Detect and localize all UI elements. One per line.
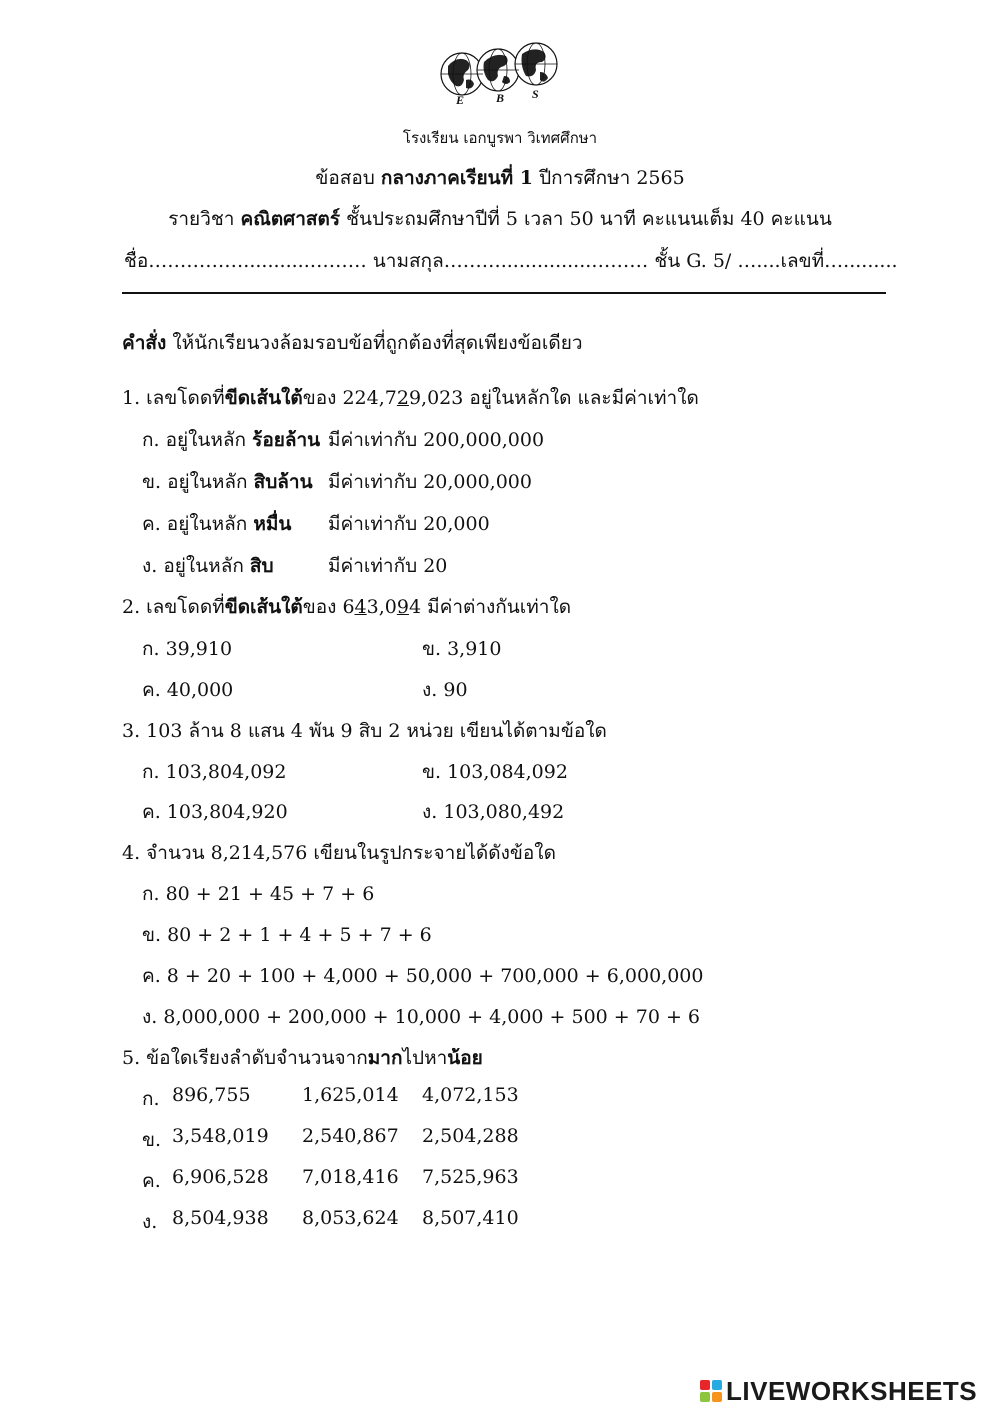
subject-prefix: รายวิชา: [168, 208, 235, 230]
q1-option-a[interactable]: ก. อยู่ในหลัก ร้อยล้าน: [142, 429, 321, 451]
subject-name: คณิตศาสตร์: [240, 208, 341, 230]
liveworksheets-logo-icon: [700, 1380, 722, 1402]
q4-option-a[interactable]: ก. 80 + 21 + 45 + 7 + 6: [142, 883, 375, 905]
student-info-line[interactable]: ชื่อ……………...........……… นามสกุล………...............……… ชั้น G. 5/ …....เลขที่….........: [124, 250, 898, 272]
svg-text:B: B: [496, 91, 505, 104]
exam-year: ปีการศึกษา 2565: [539, 167, 685, 189]
school-logo: [432, 40, 568, 104]
q1-option-c[interactable]: ค. อยู่ในหลัก หมื่น: [142, 513, 292, 535]
q4-option-b[interactable]: ข. 80 + 2 + 1 + 4 + 5 + 7 + 6: [142, 924, 432, 946]
exam-prefix: ข้อสอบ: [315, 167, 375, 189]
q1-emphasis: ขีดเส้นใต้: [224, 387, 303, 409]
header-divider: [122, 292, 886, 294]
q1-underlined-digit: 2: [396, 387, 409, 409]
svg-text:S: S: [532, 87, 539, 101]
subject-details: ชั้นประถมศึกษาปีที่ 5 เวลา 50 นาที คะแนนเต็ม 40 คะแนน: [346, 208, 832, 230]
q3-option-b[interactable]: ข. 103,084,092: [422, 761, 568, 783]
q3-option-c[interactable]: ค. 103,804,920: [142, 801, 288, 823]
q1-option-d[interactable]: ง. อยู่ในหลัก สิบ: [142, 555, 274, 577]
q2-option-d[interactable]: ง. 90: [422, 679, 468, 701]
subject-line: [0, 204, 1000, 234]
instruction: [122, 328, 583, 358]
q4-option-c[interactable]: ค. 8 + 20 + 100 + 4,000 + 50,000 + 700,000 + 6,000,000: [142, 965, 704, 987]
question-4: 4. จำนวน 8,214,576 เขียนในรูปกระจายได้ดังข้อใด: [122, 842, 556, 864]
q1-option-b-value: มีค่าเท่ากับ 20,000,000: [328, 471, 532, 493]
q4-option-d[interactable]: ง. 8,000,000 + 200,000 + 10,000 + 4,000 + 500 + 70 + 6: [142, 1006, 701, 1028]
q1-option-b[interactable]: ข. อยู่ในหลัก สิบล้าน: [142, 471, 313, 493]
q2-option-b[interactable]: ข. 3,910: [422, 638, 502, 660]
q1-option-a-value: มีค่าเท่ากับ 200,000,000: [328, 429, 545, 451]
q2-underlined-digit-1: 4: [354, 596, 367, 618]
q1-text-post: 9,023 อยู่ในหลักใด และมีค่าเท่าใด: [408, 387, 699, 409]
q2-option-a[interactable]: ก. 39,910: [142, 638, 233, 660]
exam-term: กลางภาคเรียนที่ 1: [380, 167, 534, 189]
svg-text:E: E: [456, 93, 465, 104]
instruction-label: คำสั่ง: [122, 332, 167, 354]
q2-option-c[interactable]: ค. 40,000: [142, 679, 234, 701]
watermark-text: LIVEWORKSHEETS: [726, 1375, 978, 1406]
question-5: 5. ข้อใดเรียงลำดับจำนวนจากมากไปหาน้อย: [122, 1047, 483, 1069]
school-name: โรงเรียน เอกบูรพา วิเทศศึกษา: [402, 129, 598, 147]
instruction-text: ให้นักเรียนวงล้อมรอบข้อที่ถูกต้องที่สุดเพียงข้อเดียว: [172, 332, 583, 354]
q3-option-d[interactable]: ง. 103,080,492: [422, 801, 565, 823]
q3-option-a[interactable]: ก. 103,804,092: [142, 761, 287, 783]
globe-logo-icon: [432, 40, 568, 104]
q1-option-d-value: มีค่าเท่ากับ 20: [328, 555, 448, 577]
exam-title: [0, 163, 1000, 193]
q1-text-mid: ของ 224,7: [302, 387, 397, 409]
liveworksheets-watermark: [700, 1375, 978, 1406]
question-3: 3. 103 ล้าน 8 แสน 4 พัน 9 สิบ 2 หน่วย เขียนได้ตามข้อใด: [122, 720, 607, 742]
question-2: 2. เลขโดดที่ขีดเส้นใต้ของ 643,094 มีค่าต่างกันเท่าใด: [122, 596, 572, 618]
q1-text: 1. เลขโดดที่: [122, 387, 225, 409]
q2-underlined-digit-2: 9: [396, 596, 409, 618]
question-1: [122, 383, 699, 413]
q1-option-c-value: มีค่าเท่ากับ 20,000: [328, 513, 490, 535]
